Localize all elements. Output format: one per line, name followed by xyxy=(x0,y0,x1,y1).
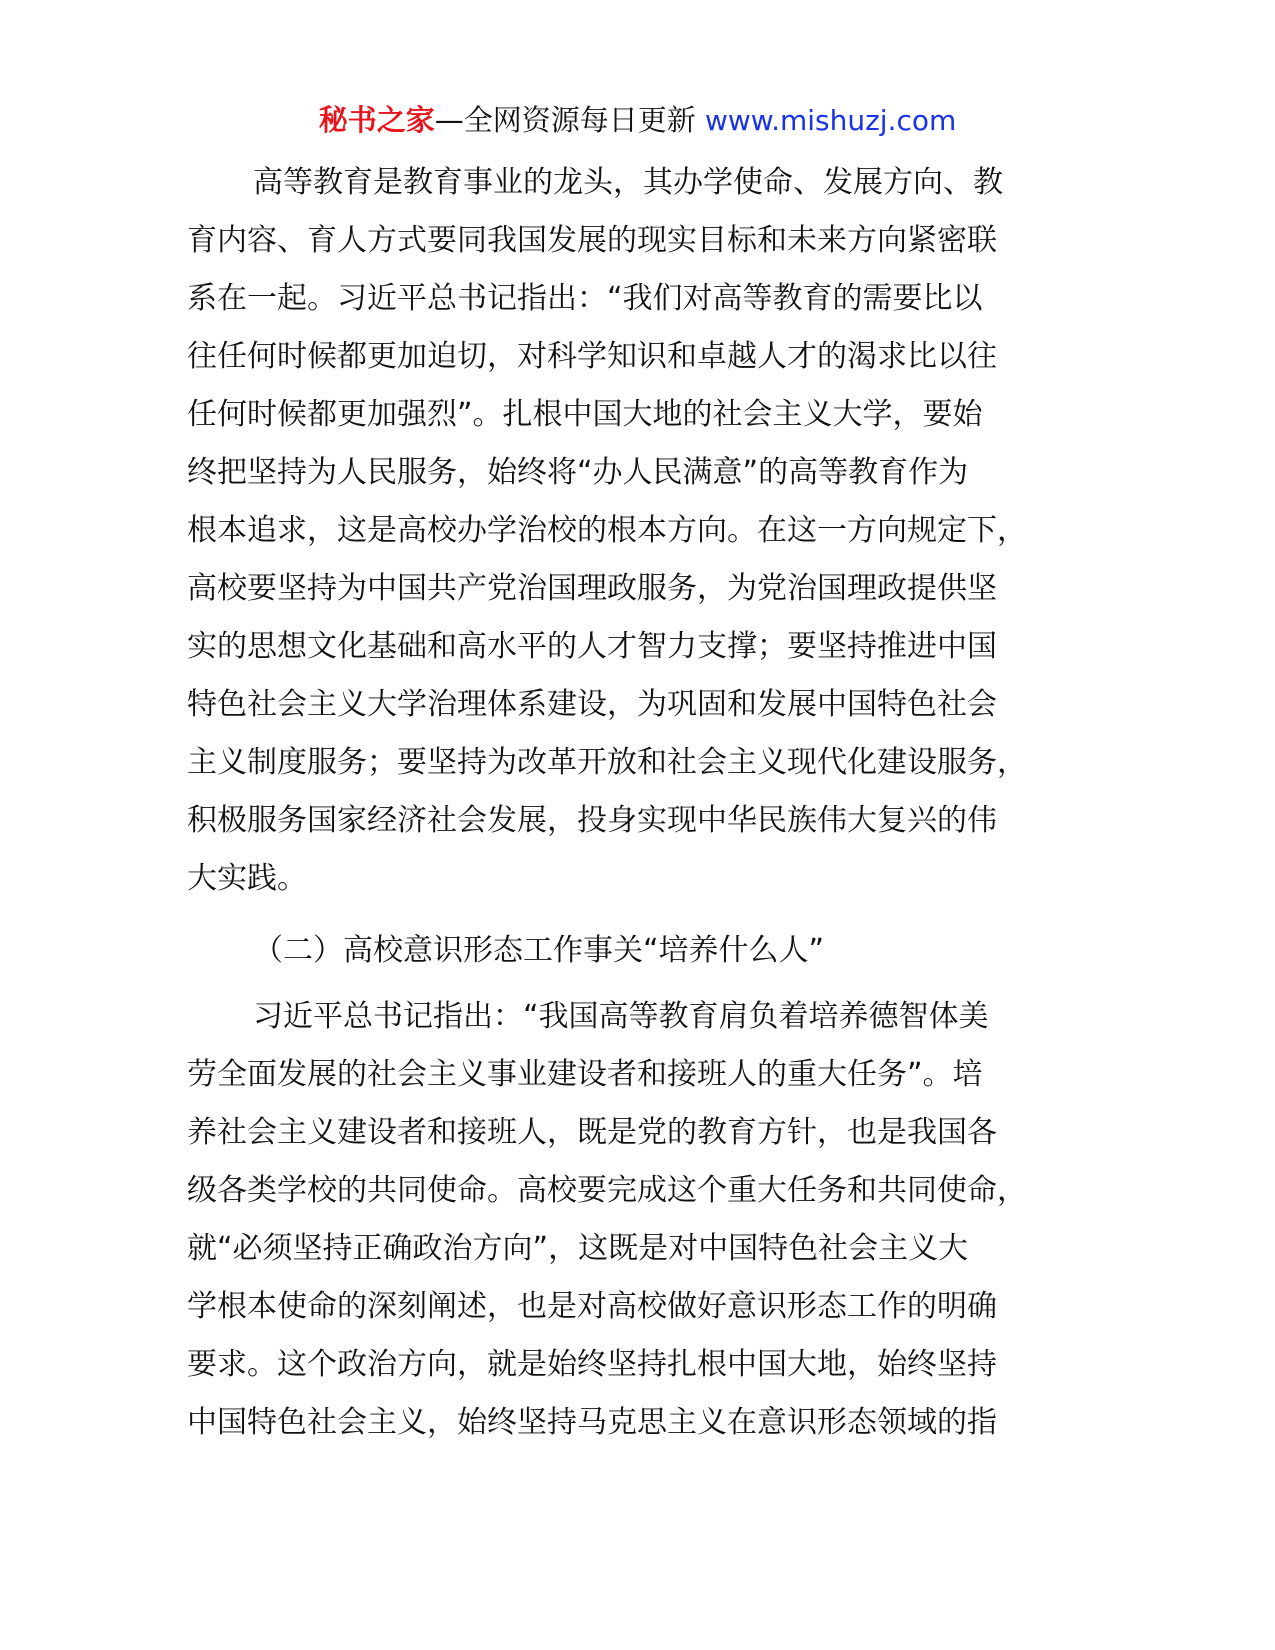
paragraph-line: 高等教育是教育事业的龙头，其办学使命、发展方向、教 xyxy=(253,165,1003,200)
paragraph-2 xyxy=(187,988,1087,1452)
paragraph-line: 任何时候都更加强烈”。扎根中国大地的社会主义大学，要始 xyxy=(187,397,983,432)
paragraph-line: 高校要坚持为中国共产党治国理政服务，为党治国理政提供坚 xyxy=(187,571,997,606)
page-header xyxy=(0,100,1275,141)
paragraph-line: 育内容、育人方式要同我国发展的现实目标和未来方向紧密联 xyxy=(187,223,997,258)
header-tagline: —全网资源每日更新 xyxy=(434,103,705,137)
document-body xyxy=(187,154,1087,1452)
paragraph-line: 要求。这个政治方向，就是始终坚持扎根中国大地，始终坚持 xyxy=(187,1347,997,1382)
paragraph-line: 特色社会主义大学治理体系建设，为巩固和发展中国特色社会 xyxy=(187,687,997,722)
paragraph-line: 系在一起。习近平总书记指出：“我们对高等教育的需要比以 xyxy=(187,281,983,316)
paragraph-line: 习近平总书记指出：“我国高等教育肩负着培养德智体美 xyxy=(253,999,989,1034)
paragraph-line: 往任何时候都更加迫切，对科学知识和卓越人才的渴求比以往 xyxy=(187,339,997,374)
paragraph-line: 劳全面发展的社会主义事业建设者和接班人的重大任务”。培 xyxy=(187,1057,983,1092)
paragraph-line: 积极服务国家经济社会发展，投身实现中华民族伟大复兴的伟 xyxy=(187,803,997,838)
section-heading: （二）高校意识形态工作事关“培养什么人” xyxy=(253,933,825,968)
paragraph-line: 主义制度服务；要坚持为改革开放和社会主义现代化建设服务， xyxy=(187,745,1027,780)
paragraph-line: 终把坚持为人民服务，始终将“办人民满意”的高等教育作为 xyxy=(187,455,969,490)
paragraph-line: 养社会主义建设者和接班人，既是党的教育方针，也是我国各 xyxy=(187,1115,997,1150)
brand-name: 秘书之家 xyxy=(318,103,435,137)
paragraph-line: 级各类学校的共同使命。高校要完成这个重大任务和共同使命， xyxy=(187,1173,1027,1208)
paragraph-line: 就“必须坚持正确政治方向”，这既是对中国特色社会主义大 xyxy=(187,1231,969,1266)
paragraph-line: 中国特色社会主义，始终坚持马克思主义在意识形态领域的指 xyxy=(187,1405,997,1440)
paragraph-line: 实的思想文化基础和高水平的人才智力支撑；要坚持推进中国 xyxy=(187,629,997,664)
site-url-link[interactable]: www.mishuzj.com xyxy=(704,104,957,137)
paragraph-line: 大实践。 xyxy=(187,861,307,896)
paragraph-line: 学根本使命的深刻阐述，也是对高校做好意识形态工作的明确 xyxy=(187,1289,997,1324)
paragraph-line: 根本追求，这是高校办学治校的根本方向。在这一方向规定下， xyxy=(187,513,1027,548)
paragraph-1 xyxy=(187,154,1087,908)
